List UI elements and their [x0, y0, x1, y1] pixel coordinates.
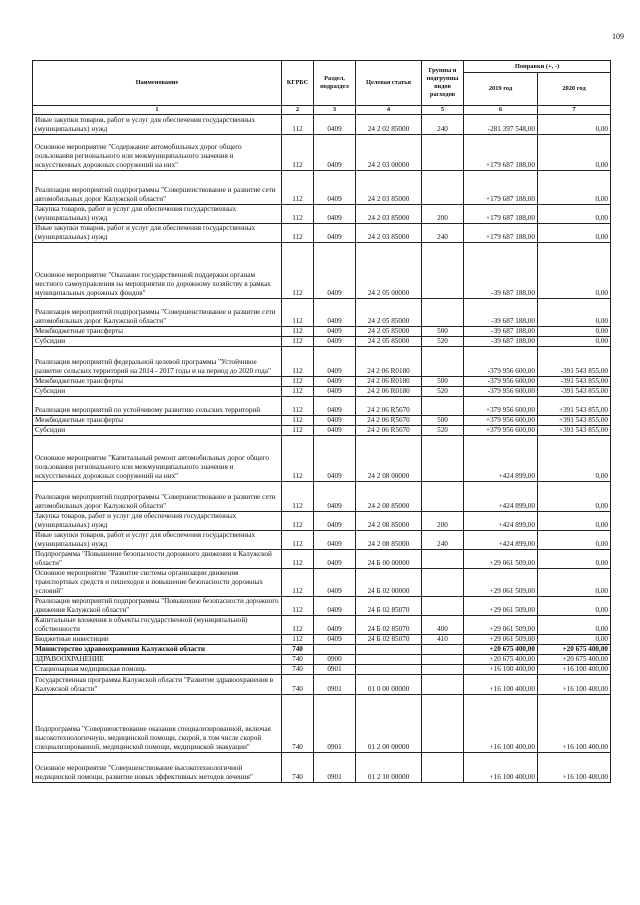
row-change-2019: +29 061 509,00 [464, 616, 538, 635]
row-change-2020: 0,00 [538, 482, 611, 512]
row-section: 0409 [314, 299, 356, 327]
row-group [422, 135, 464, 171]
table-row [33, 616, 611, 635]
row-group [422, 436, 464, 482]
row-name: Стационарная медицинская помощь [33, 665, 282, 675]
row-target: 24 Б 02 85070 [356, 635, 422, 645]
row-change-2020: +391 543 855,00 [538, 397, 611, 416]
row-kgrbs: 112 [282, 635, 314, 645]
row-change-2020: 0,00 [538, 205, 611, 224]
row-name: Реализация мероприятий подпрограммы "Повышение безопасности дорожного движения Калужской области" [33, 597, 282, 616]
row-target: 01 2 10 00000 [356, 753, 422, 783]
table-row [33, 327, 611, 337]
row-group: 500 [422, 416, 464, 426]
row-change-2020: 0,00 [538, 243, 611, 299]
row-change-2020: +20 675 400,00 [538, 645, 611, 655]
row-target: 24 2 03 85000 [356, 171, 422, 205]
row-change-2019: +179 687 188,00 [464, 135, 538, 171]
row-group [422, 482, 464, 512]
row-change-2020: 0,00 [538, 569, 611, 597]
table-row [33, 569, 611, 597]
row-change-2019: +424 899,00 [464, 531, 538, 550]
row-change-2020: 0,00 [538, 171, 611, 205]
row-group [422, 299, 464, 327]
table-row [33, 482, 611, 512]
row-change-2019: -379 956 600,00 [464, 377, 538, 387]
row-change-2020: 0,00 [538, 550, 611, 569]
row-change-2019: +20 675 400,00 [464, 645, 538, 655]
header-section: Раздел, подраздел [314, 61, 356, 106]
row-kgrbs: 112 [282, 436, 314, 482]
table-row [33, 224, 611, 243]
table-header [33, 61, 611, 115]
row-change-2019: +16 100 400,00 [464, 675, 538, 695]
row-kgrbs: 112 [282, 569, 314, 597]
row-change-2019: -39 687 188,00 [464, 299, 538, 327]
row-group: 200 [422, 205, 464, 224]
row-kgrbs: 112 [282, 531, 314, 550]
row-section: 0409 [314, 337, 356, 347]
row-group: 520 [422, 426, 464, 436]
row-name: Реализация мероприятий по устойчивому развитию сельских территорий [33, 397, 282, 416]
row-name: Основное мероприятие "Содержание автомобильных дорог общего пользования регионального или межмуниципального значения и искусственных дорожных сооружений на них" [33, 135, 282, 171]
row-section: 0409 [314, 569, 356, 597]
row-change-2019: +16 100 400,00 [464, 753, 538, 783]
col-num: 7 [538, 106, 611, 115]
row-change-2019: +379 956 600,00 [464, 397, 538, 416]
row-change-2019: -39 687 188,00 [464, 337, 538, 347]
row-kgrbs: 112 [282, 597, 314, 616]
table-body [33, 115, 611, 783]
row-change-2020: 0,00 [538, 436, 611, 482]
row-section: 0409 [314, 387, 356, 397]
row-group [422, 243, 464, 299]
row-section: 0409 [314, 635, 356, 645]
row-change-2020: -391 543 855,00 [538, 377, 611, 387]
row-kgrbs: 740 [282, 753, 314, 783]
row-kgrbs: 112 [282, 115, 314, 135]
table-row [33, 243, 611, 299]
row-target [356, 655, 422, 665]
table-row [33, 635, 611, 645]
table-row [33, 347, 611, 377]
row-change-2020: 0,00 [538, 512, 611, 531]
row-name: ЗДРАВООХРАНЕНИЕ [33, 655, 282, 665]
row-section: 0901 [314, 675, 356, 695]
table-row [33, 436, 611, 482]
row-change-2020: +16 100 400,00 [538, 753, 611, 783]
row-change-2019: +29 061 509,00 [464, 569, 538, 597]
row-kgrbs: 740 [282, 665, 314, 675]
row-name: Основное мероприятие "Оказание государственной поддержки органам местного самоуправления на мероприятия по дорожному хозяйству в рамках муниципальных дорожных фондов" [33, 243, 282, 299]
row-change-2020: +391 543 855,00 [538, 426, 611, 436]
row-section: 0409 [314, 135, 356, 171]
table-row [33, 645, 611, 655]
row-change-2019: +29 061 509,00 [464, 597, 538, 616]
row-target: 24 2 06 R0180 [356, 387, 422, 397]
row-name: Министерство здравоохранения Калужской области [33, 645, 282, 655]
row-change-2020: 0,00 [538, 635, 611, 645]
row-target: 24 2 08 85000 [356, 512, 422, 531]
row-change-2020: 0,00 [538, 115, 611, 135]
row-group [422, 347, 464, 377]
row-target: 24 2 02 85000 [356, 115, 422, 135]
table-row [33, 512, 611, 531]
row-name: Бюджетные инвестиции [33, 635, 282, 645]
row-change-2019: +179 687 188,00 [464, 171, 538, 205]
row-name: Основное мероприятие "Развитие системы организации движения транспортных средств и пешеходов и повышение безопасности дорожных условий" [33, 569, 282, 597]
header-target: Целевая статья [356, 61, 422, 106]
row-group [422, 397, 464, 416]
row-target: 24 2 03 85000 [356, 224, 422, 243]
row-change-2020: 0,00 [538, 224, 611, 243]
row-change-2020: 0,00 [538, 616, 611, 635]
row-section: 0409 [314, 115, 356, 135]
header-year-2020: 2020 год [538, 73, 611, 106]
row-change-2019: +20 675 400,00 [464, 655, 538, 665]
row-group [422, 665, 464, 675]
row-group: 240 [422, 115, 464, 135]
row-change-2019: -379 956 600,00 [464, 387, 538, 397]
row-kgrbs: 740 [282, 675, 314, 695]
row-change-2019: +424 899,00 [464, 482, 538, 512]
row-change-2020: 0,00 [538, 337, 611, 347]
row-group: 400 [422, 616, 464, 635]
row-kgrbs: 112 [282, 205, 314, 224]
row-change-2020: 0,00 [538, 135, 611, 171]
row-change-2019: +16 100 400,00 [464, 695, 538, 753]
header-year-2019: 2019 год [464, 73, 538, 106]
row-kgrbs: 112 [282, 377, 314, 387]
row-group [422, 645, 464, 655]
row-section: 0409 [314, 531, 356, 550]
row-group [422, 569, 464, 597]
row-change-2019: +16 100 400,00 [464, 665, 538, 675]
row-kgrbs: 112 [282, 482, 314, 512]
row-section: 0901 [314, 665, 356, 675]
row-kgrbs: 112 [282, 171, 314, 205]
row-target: 24 2 05 85000 [356, 327, 422, 337]
row-section: 0409 [314, 205, 356, 224]
page-number: 109 [612, 32, 624, 41]
row-group [422, 597, 464, 616]
row-kgrbs: 112 [282, 337, 314, 347]
row-change-2019: +179 687 188,00 [464, 205, 538, 224]
table-row [33, 171, 611, 205]
row-section: 0409 [314, 426, 356, 436]
row-kgrbs: 112 [282, 224, 314, 243]
header-groups: Группы и подгруппы видов расходов [422, 61, 464, 106]
row-section: 0409 [314, 597, 356, 616]
row-name: Подпрограмма "Повышение безопасности дорожного движения в Калужской области" [33, 550, 282, 569]
row-target: 24 2 06 R0180 [356, 377, 422, 387]
row-name: Подпрограмма "Совершенствование оказания специализированной, включая высокотехнологичную, медицинской помощи, скорой, в том числе скорой специализированной, медицинской помощи, медицинской эвакуации" [33, 695, 282, 753]
row-name: Субсидии [33, 337, 282, 347]
row-target: 24 2 08 85000 [356, 531, 422, 550]
row-name: Основное мероприятие "Капитальный ремонт автомобильных дорог общего пользования регионального или межмуниципального значения и искусственных дорожных сооружений на них" [33, 436, 282, 482]
row-name: Межбюджетные трансферты [33, 416, 282, 426]
table-row [33, 416, 611, 426]
table-row [33, 597, 611, 616]
col-num: 3 [314, 106, 356, 115]
table-row [33, 377, 611, 387]
col-num: 5 [422, 106, 464, 115]
row-group: 240 [422, 531, 464, 550]
row-group: 500 [422, 377, 464, 387]
row-section: 0409 [314, 482, 356, 512]
table-row [33, 205, 611, 224]
row-group [422, 675, 464, 695]
table-row [33, 387, 611, 397]
row-target: 24 2 03 00000 [356, 135, 422, 171]
col-num: 1 [33, 106, 282, 115]
row-group: 520 [422, 337, 464, 347]
row-name: Межбюджетные трансферты [33, 377, 282, 387]
row-change-2019: -39 687 188,00 [464, 243, 538, 299]
row-target: 24 2 05 85000 [356, 337, 422, 347]
row-section: 0409 [314, 347, 356, 377]
row-kgrbs: 112 [282, 299, 314, 327]
row-kgrbs: 112 [282, 327, 314, 337]
row-group: 500 [422, 327, 464, 337]
header-changes: Поправки (+, -) [464, 61, 611, 73]
table-row [33, 665, 611, 675]
table-row [33, 655, 611, 665]
row-change-2019: -281 397 548,00 [464, 115, 538, 135]
row-name: Реализация мероприятий федеральной целевой программы "Устойчивое развитие сельских территорий на 2014 - 2017 годы и на период до 2020 года" [33, 347, 282, 377]
col-num: 4 [356, 106, 422, 115]
row-name: Межбюджетные трансферты [33, 327, 282, 337]
row-name: Основное мероприятие "Совершенствование высокотехнологичной медицинской помощи, развитие новых эффективных методов лечения" [33, 753, 282, 783]
table-row [33, 337, 611, 347]
row-group: 410 [422, 635, 464, 645]
row-change-2020: +391 543 855,00 [538, 416, 611, 426]
row-kgrbs: 740 [282, 695, 314, 753]
row-kgrbs: 112 [282, 387, 314, 397]
row-name: Иные закупки товаров, работ и услуг для обеспечения государственных (муниципальных) нужд [33, 115, 282, 135]
row-kgrbs: 112 [282, 512, 314, 531]
row-target: 24 Б 02 85070 [356, 616, 422, 635]
table-row [33, 753, 611, 783]
row-change-2019: -39 687 188,00 [464, 327, 538, 337]
row-target: 24 2 06 R5670 [356, 416, 422, 426]
table-row [33, 695, 611, 753]
row-change-2020: +16 100 400,00 [538, 665, 611, 675]
col-num: 6 [464, 106, 538, 115]
row-kgrbs: 112 [282, 397, 314, 416]
row-section: 0409 [314, 436, 356, 482]
row-group [422, 171, 464, 205]
row-group: 240 [422, 224, 464, 243]
row-name: Иные закупки товаров, работ и услуг для обеспечения государственных (муниципальных) нужд [33, 531, 282, 550]
row-kgrbs: 740 [282, 645, 314, 655]
row-target: 01 2 00 00000 [356, 695, 422, 753]
row-change-2019: +379 956 600,00 [464, 426, 538, 436]
row-name: Капитальные вложения в объекты государственной (муниципальной) собственности [33, 616, 282, 635]
row-section: 0900 [314, 655, 356, 665]
row-change-2020: 0,00 [538, 597, 611, 616]
row-target: 24 Б 02 00000 [356, 569, 422, 597]
row-target: 24 2 08 00000 [356, 436, 422, 482]
table-row [33, 115, 611, 135]
budget-table [32, 60, 611, 783]
row-group [422, 550, 464, 569]
row-name: Субсидии [33, 387, 282, 397]
row-target: 24 2 05 00000 [356, 243, 422, 299]
row-section: 0409 [314, 616, 356, 635]
row-target: 24 Б 00 00000 [356, 550, 422, 569]
row-kgrbs: 112 [282, 550, 314, 569]
row-section: 0409 [314, 512, 356, 531]
row-change-2020: -391 543 855,00 [538, 347, 611, 377]
table-row [33, 675, 611, 695]
table-row [33, 550, 611, 569]
row-change-2019: +379 956 600,00 [464, 416, 538, 426]
row-target: 24 2 06 R5670 [356, 397, 422, 416]
row-name: Субсидии [33, 426, 282, 436]
row-kgrbs: 112 [282, 616, 314, 635]
row-name: Закупка товаров, работ и услуг для обеспечения государственных (муниципальных) нужд [33, 205, 282, 224]
row-group [422, 655, 464, 665]
col-num: 2 [282, 106, 314, 115]
row-target: 24 2 05 85000 [356, 299, 422, 327]
row-kgrbs: 740 [282, 655, 314, 665]
row-name: Реализация мероприятий подпрограммы "Совершенствование и развитие сети автомобильных дорог Калужской области" [33, 171, 282, 205]
column-numbers-row [33, 106, 611, 115]
row-target: 24 2 03 85000 [356, 205, 422, 224]
row-group: 200 [422, 512, 464, 531]
row-name: Реализация мероприятий подпрограммы "Совершенствование и развитие сети автомобильных дорог Калужской области" [33, 299, 282, 327]
row-section: 0409 [314, 224, 356, 243]
row-target [356, 665, 422, 675]
row-name: Государственная программа Калужской области "Развитие здравоохранения в Калужской области" [33, 675, 282, 695]
row-kgrbs: 112 [282, 347, 314, 377]
row-change-2020: +20 675 400,00 [538, 655, 611, 665]
row-change-2020: 0,00 [538, 299, 611, 327]
row-target: 24 Б 02 85070 [356, 597, 422, 616]
row-section: 0901 [314, 695, 356, 753]
row-section: 0409 [314, 327, 356, 337]
row-target: 24 2 08 85000 [356, 482, 422, 512]
row-group: 520 [422, 387, 464, 397]
table-row [33, 397, 611, 416]
row-kgrbs: 112 [282, 426, 314, 436]
row-section: 0409 [314, 397, 356, 416]
header-kgrbs: КГРБС [282, 61, 314, 106]
row-kgrbs: 112 [282, 416, 314, 426]
table-row [33, 531, 611, 550]
row-section [314, 645, 356, 655]
row-kgrbs: 112 [282, 243, 314, 299]
row-change-2020: -391 543 855,00 [538, 387, 611, 397]
row-target: 24 2 06 R0180 [356, 347, 422, 377]
table-row [33, 426, 611, 436]
row-target [356, 645, 422, 655]
row-change-2019: +179 687 188,00 [464, 224, 538, 243]
row-group [422, 753, 464, 783]
row-change-2019: +424 899,00 [464, 512, 538, 531]
row-change-2020: 0,00 [538, 531, 611, 550]
row-section: 0409 [314, 243, 356, 299]
row-change-2019: +29 061 509,00 [464, 635, 538, 645]
row-change-2019: +29 061 509,00 [464, 550, 538, 569]
row-section: 0409 [314, 377, 356, 387]
row-change-2020: +16 100 400,00 [538, 675, 611, 695]
row-target: 24 2 06 R5670 [356, 426, 422, 436]
row-change-2020: +16 100 400,00 [538, 695, 611, 753]
row-section: 0409 [314, 171, 356, 205]
row-change-2020: 0,00 [538, 327, 611, 337]
table-row [33, 299, 611, 327]
row-name: Закупка товаров, работ и услуг для обеспечения государственных (муниципальных) нужд [33, 512, 282, 531]
row-kgrbs: 112 [282, 135, 314, 171]
row-change-2019: -379 956 600,00 [464, 347, 538, 377]
table-row [33, 135, 611, 171]
row-name: Реализация мероприятий подпрограммы "Совершенствование и развитие сети автомобильных дорог Калужской области" [33, 482, 282, 512]
row-section: 0901 [314, 753, 356, 783]
row-section: 0409 [314, 550, 356, 569]
row-target: 01 0 00 00000 [356, 675, 422, 695]
row-change-2019: +424 899,00 [464, 436, 538, 482]
header-name: Наименование [33, 61, 282, 106]
row-group [422, 695, 464, 753]
row-section: 0409 [314, 416, 356, 426]
row-name: Иные закупки товаров, работ и услуг для обеспечения государственных (муниципальных) нужд [33, 224, 282, 243]
